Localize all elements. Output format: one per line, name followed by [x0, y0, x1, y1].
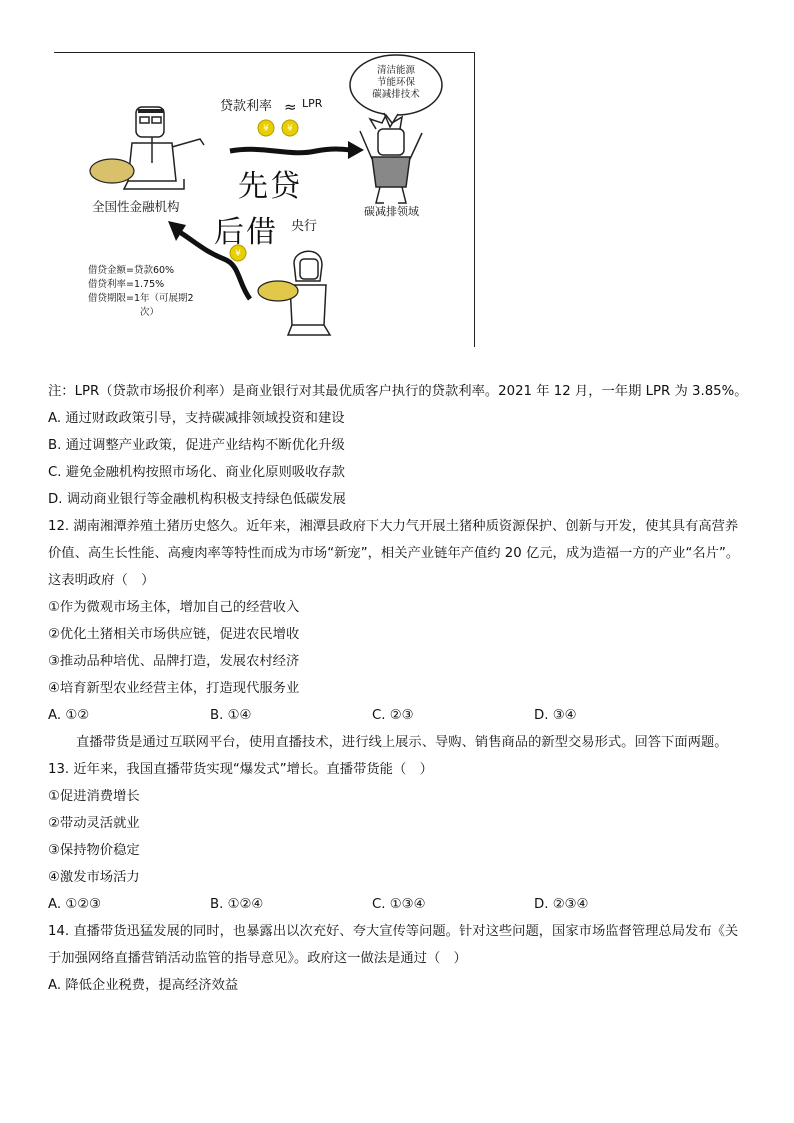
- banker-figure: [124, 107, 204, 189]
- bank-label: 全国性金融机构: [92, 199, 180, 214]
- q13-item-2: ②带动灵活就业: [48, 816, 140, 831]
- q12-item-3: ③推动品种培优、品牌打造，发展农村经济: [48, 654, 300, 669]
- q13-choice-c: C. ①③④: [372, 897, 426, 912]
- first-loan-text: 先贷: [238, 169, 302, 204]
- upper-arrow: [230, 149, 350, 153]
- q12-item-4: ④培育新型农业经营主体，打造现代服务业: [48, 681, 300, 696]
- q14-stem: 14. 直播带货迅猛发展的同时，也暴露出以次充好、夸大宣传等问题。针对这些问题，国家市场监督管理总局发布《关于加强网络直播营销活动监管的指导意见》。政府这一做法是通过（ ）: [48, 924, 739, 966]
- basket-left: [90, 159, 134, 183]
- q11-option-c: C. 避免金融机构按照市场化、商业化原则吸收存款: [48, 465, 345, 480]
- q12-item-1: ①作为微观市场主体，增加自己的经营收入: [48, 600, 300, 615]
- q13-choice-d: D. ②③④: [534, 897, 589, 912]
- q11-option-b: B. 通过调整产业政策，促进产业结构不断优化升级: [48, 438, 345, 453]
- central-bank-label: 央行: [291, 219, 318, 234]
- then-borrow-text: 后借: [214, 215, 278, 250]
- question-content: [48, 378, 748, 999]
- q12-stem: 12. 湖南湘潭养殖土猪历史悠久。近年来，湘潭县政府下大力气开展土猪种质资源保护、创新与开发，使其具有高营养价值、高生长性能、高瘦肉率等特性而成为市场“新宠”，相关产业链年产值约 20 亿元，成为造福一方的产业“名片”。这表明政府（ ）: [48, 519, 740, 588]
- q13-choices: [48, 891, 748, 918]
- approx-symbol: ≈: [284, 98, 297, 116]
- q13-stem: 13. 近年来，我国直播带货实现“爆发式”增长。直播带货能（ ）: [48, 762, 433, 777]
- q13-item-1: ①促进消费增长: [48, 789, 140, 804]
- q12-item-2: ②优化土猪相关市场供应链，促进农民增收: [48, 627, 300, 642]
- q12-choice-b: B. ①④: [210, 708, 252, 723]
- q11-option-d: D. 调动商业银行等金融机构积极支持绿色低碳发展: [48, 492, 346, 507]
- activist-figure: [360, 115, 422, 203]
- q13-choice-a: A. ①②③: [48, 897, 102, 912]
- q13-item-4: ④激发市场活力: [48, 870, 140, 885]
- q11-option-a: A. 通过财政政策引导，支持碳减排领域投资和建设: [48, 411, 345, 426]
- cartoon-illustration: [54, 52, 475, 347]
- q13-item-3: ③保持物价稳定: [48, 843, 140, 858]
- field-label: 碳减排领域: [364, 205, 419, 218]
- lpr-note: 注：LPR（贷款市场报价利率）是商业银行对其最优质客户执行的贷款利率。2021 年 12 月，一年期 LPR 为 3.85%。: [48, 384, 748, 399]
- rate-label: 贷款利率: [220, 99, 273, 114]
- q13-choice-b: B. ①②④: [210, 897, 264, 912]
- q14-option-a: A. 降低企业税费，提高经济效益: [48, 978, 239, 993]
- basket-right: [258, 281, 298, 301]
- live-commerce-intro: 直播带货是通过互联网平台，使用直播技术，进行线上展示、导购、销售商品的新型交易形式。回答下面两题。: [76, 735, 728, 750]
- svg-text:¥: ¥: [235, 249, 241, 259]
- svg-text:¥: ¥: [287, 124, 293, 134]
- q12-choice-d: D. ③④: [534, 708, 577, 723]
- speech-bubble-text: 清洁能源 节能环保 碳减排技术: [372, 65, 420, 100]
- q12-choices: [48, 702, 748, 729]
- q12-choice-c: C. ②③: [372, 708, 414, 723]
- loan-terms: 借贷金额=贷款60% 借贷利率=1.75% 借贷期限=1年（可展期2 次）: [88, 265, 194, 318]
- q12-choice-a: A. ①②: [48, 708, 90, 723]
- svg-text:¥: ¥: [263, 124, 269, 134]
- lpr-label: LPR: [302, 97, 323, 110]
